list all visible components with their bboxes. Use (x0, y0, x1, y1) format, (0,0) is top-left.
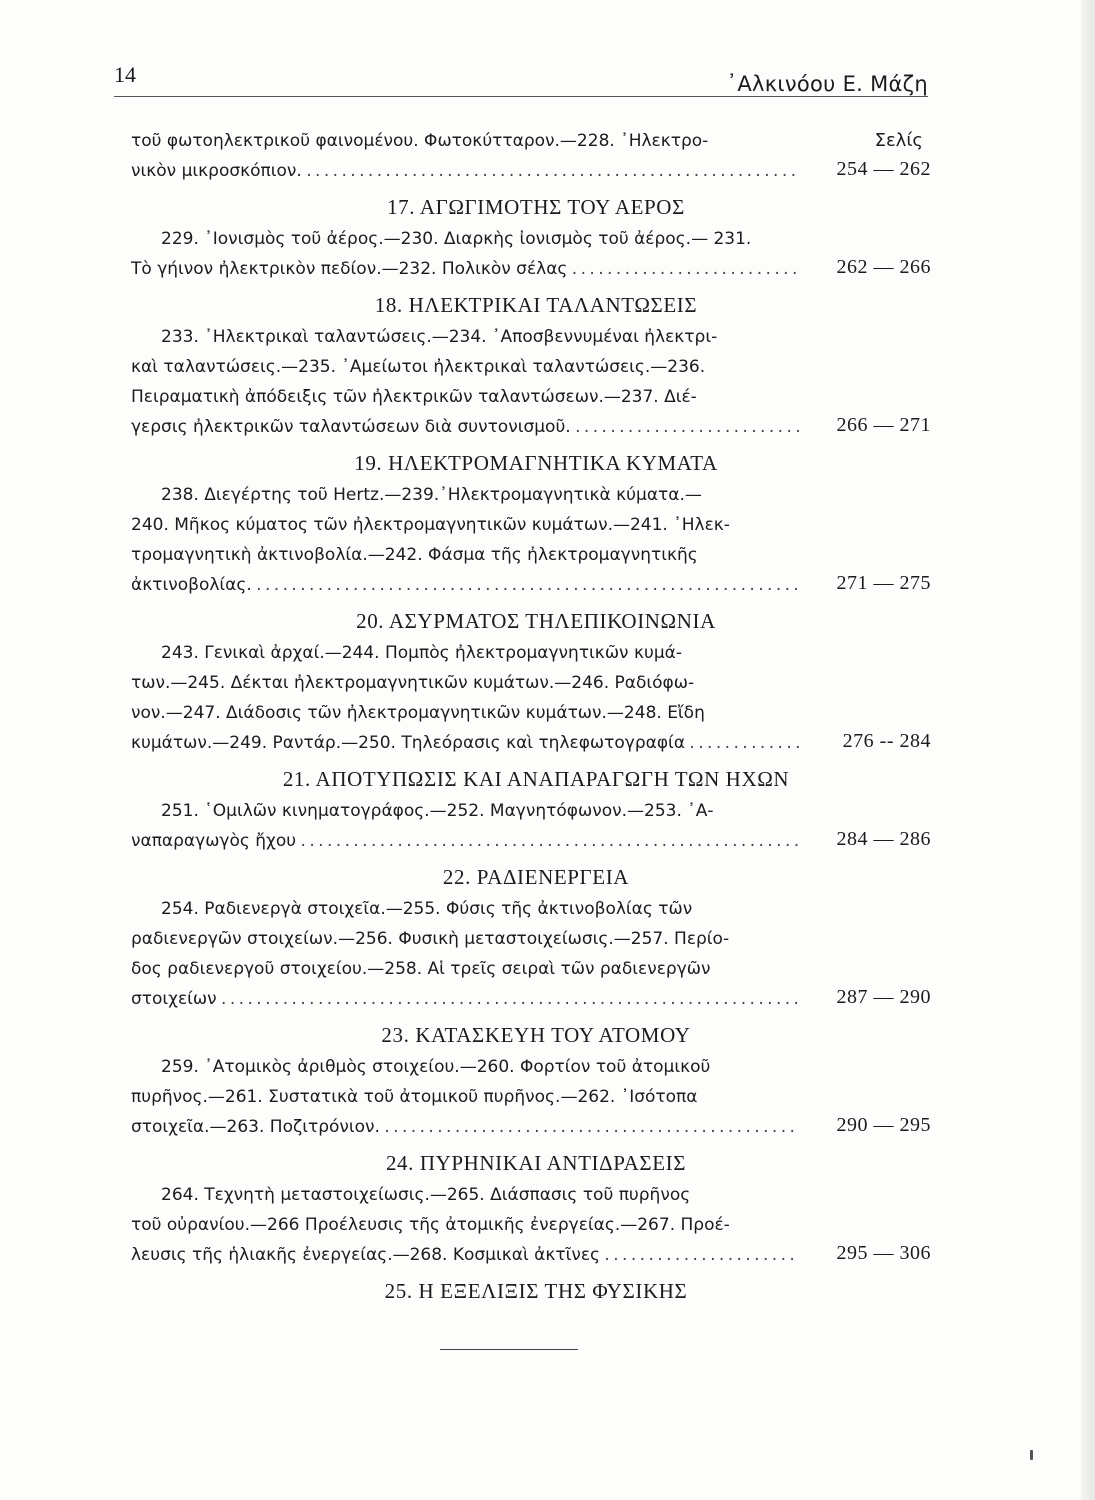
chapter-heading: 17. ΑΓΩΓΙΜΟΤΗΣ ΤΟΥ ΑΕΡΟΣ (387, 195, 685, 219)
toc-entry-line: γερσις ἠλεκτρικῶν ταλαντώσεων διὰ συντονισμοῦ. . . . (131, 412, 799, 442)
toc-page-range: 287 — 290 (836, 986, 931, 1008)
chapter-heading: 22. ΡΑΔΙΕΝΕΡΓΕΙΑ (442, 865, 630, 889)
toc-entry-line: στοιχείων . . . (131, 984, 799, 1014)
toc-entry (131, 126, 931, 186)
running-head: ᾿Αλκινόου Ε. Μάζη (726, 72, 928, 96)
toc-page-range: 276 -- 284 (842, 730, 931, 752)
toc-entry-line: καὶ ταλαντώσεις.—235. ᾿Αμείωτοι ἠλεκτρικαὶ ταλαντώσεις.—236. (131, 357, 706, 377)
chapter-heading: 23. ΚΑΤΑΣΚΕΥΗ ΤΟΥ ΑΤΟΜΟΥ (381, 1023, 691, 1047)
toc-page-range: 290 — 295 (836, 1114, 931, 1136)
chapter-heading: 19. ΗΛΕΚΤΡΟΜΑΓΝΗΤΙΚΑ ΚΥΜΑΤΑ (354, 451, 718, 475)
toc-entry-line: 254. Ραδιενεργὰ στοιχεῖα.—255. Φύσις τῆς ἀκτινοβολίας τῶν (161, 899, 693, 919)
toc-entry-line: Τὸ γήινον ἠλεκτρικὸν πεδίον.—232. Πολικὸν σέλας . . . (131, 254, 799, 284)
toc-page-range: 271 — 275 (836, 572, 931, 594)
toc-entry-line: τοῦ φωτοηλεκτρικοῦ φαινομένου. Φωτοκύτταρον.—228. ᾿Ηλεκτρο- (131, 131, 709, 151)
page-number: 14 (114, 62, 136, 87)
toc-entry (131, 480, 931, 600)
toc-entry-line: νικὸν μικροσκόπιον. . . . (131, 156, 799, 186)
toc-entry (131, 638, 931, 758)
toc-entry-line: νον.—247. Διάδοσις τῶν ἠλεκτρομαγνητικῶν κυμάτων.—248. Εἴδη (131, 703, 705, 723)
toc-page-range: 295 — 306 (836, 1242, 931, 1264)
page-header (114, 58, 928, 98)
toc-entry-line: ἀκτινοβολίας. . . . (131, 570, 799, 600)
toc-entry (131, 224, 931, 284)
table-of-contents (131, 126, 931, 1308)
toc-entry (131, 1180, 931, 1270)
toc-entry (131, 1052, 931, 1142)
toc-entry-line: 240. Μῆκος κύματος τῶν ἠλεκτρομαγνητικῶν κυμάτων.—241. ᾿Ηλεκ- (131, 515, 730, 535)
toc-page-range: 266 — 271 (836, 414, 931, 436)
toc-entry-line: κυμάτων.—249. Ραντάρ.—250. Τηλεόρασις καὶ τηλεφωτογραφία . . . (131, 728, 799, 758)
toc-page-range: 284 — 286 (836, 828, 931, 850)
toc-entry-line: 251. ῾Ομιλῶν κινηματογράφος.—252. Μαγνητόφωνον.—253. ᾿Α- (161, 801, 714, 821)
toc-entry-line: των.—245. Δέκται ἠλεκτρομαγνητικῶν κυμάτων.—246. Ραδιόφω- (131, 673, 695, 693)
toc-entry-line: ραδιενεργῶν στοιχείων.—256. Φυσικὴ μεταστοιχείωσις.—257. Περίο- (131, 929, 730, 949)
toc-entry-line: τοῦ οὐρανίου.—266 Προέλευσις τῆς ἀτομικῆς ἐνεργείας.—267. Προέ- (131, 1215, 730, 1235)
toc-entry-line: δος ραδιενεργοῦ στοιχείου.—258. Αἱ τρεῖς σειραὶ τῶν ραδιενεργῶν (131, 959, 711, 979)
toc-entry-line: στοιχεῖα.—263. Ποζιτρόνιον. . . . (131, 1112, 799, 1142)
toc-entry (131, 894, 931, 1014)
pages-column-label: Σελίς (874, 130, 923, 151)
toc-page-range: 262 — 266 (836, 256, 931, 278)
chapter-heading: 21. ΑΠΟΤΥΠΩΣΙΣ ΚΑΙ ΑΝΑΠΑΡΑΓΩΓΗ ΤΩΝ ΗΧΩΝ (282, 767, 790, 791)
toc-entry (131, 322, 931, 442)
toc-entry-line: 238. Διεγέρτης τοῦ Hertz.—239.᾿Ηλεκτρομαγνητικὰ κύματα.— (161, 485, 702, 505)
chapter-heading: 24. ΠΥΡΗΝΙΚΑΙ ΑΝΤΙΔΡΑΣΕΙΣ (385, 1151, 687, 1175)
toc-entry-line: 233. ᾿Ηλεκτρικαὶ ταλαντώσεις.—234. ᾿Αποσβεννυμέναι ἠλεκτρι- (161, 327, 718, 347)
toc-page-range: 254 — 262 (836, 158, 931, 180)
toc-entry-line: τρομαγνητικὴ ἀκτινοβολία.—242. Φάσμα τῆς ἠλεκτρομαγνητικῆς (131, 545, 698, 565)
header-rule (114, 96, 928, 97)
page-edge-shadow (1081, 0, 1095, 1500)
chapter-heading: 25. Η ΕΞΕΛΙΞΙΣ ΤΗΣ ΦΥΣΙΚΗΣ (384, 1279, 688, 1303)
toc-entry-line: 259. ᾿Ατομικὸς ἀριθμὸς στοιχείου.—260. Φορτίον τοῦ ἀτομικοῦ (161, 1057, 711, 1077)
toc-entry-line: ναπαραγωγὸς ἤχου . . . (131, 826, 799, 856)
chapter-heading: 20. ΑΣΥΡΜΑΤΟΣ ΤΗΛΕΠΙΚΟΙΝΩΝΙΑ (356, 609, 716, 633)
scan-speck (1030, 1450, 1033, 1460)
toc-entry-line: 264. Τεχνητὴ μεταστοιχείωσις.—265. Διάσπασις τοῦ πυρῆνος (161, 1185, 691, 1205)
toc-entry-line: 229. ᾿Ιονισμὸς τοῦ ἀέρος.—230. Διαρκὴς ἰονισμὸς τοῦ ἀέρος.— 231. (161, 229, 752, 249)
closing-rule (440, 1349, 578, 1350)
toc-entry-line: λευσις τῆς ἡλιακῆς ἐνεργείας.—268. Κοσμικαὶ ἀκτῖνες . . . (131, 1240, 799, 1270)
chapter-heading: 18. ΗΛΕΚΤΡΙΚΑΙ ΤΑΛΑΝΤΩΣΕΙΣ (374, 293, 698, 317)
toc-entry-line: πυρῆνος.—261. Συστατικὰ τοῦ ἀτομικοῦ πυρῆνος.—262. ᾿Ισότοπα (131, 1087, 698, 1107)
toc-entry-line: 243. Γενικαὶ ἀρχαί.—244. Πομπὸς ἠλεκτρομαγνητικῶν κυμά- (161, 643, 682, 663)
toc-entry (131, 796, 931, 856)
toc-entry-line: Πειραματικὴ ἀπόδειξις τῶν ἠλεκτρικῶν ταλαντώσεων.—237. Διέ- (131, 387, 697, 407)
